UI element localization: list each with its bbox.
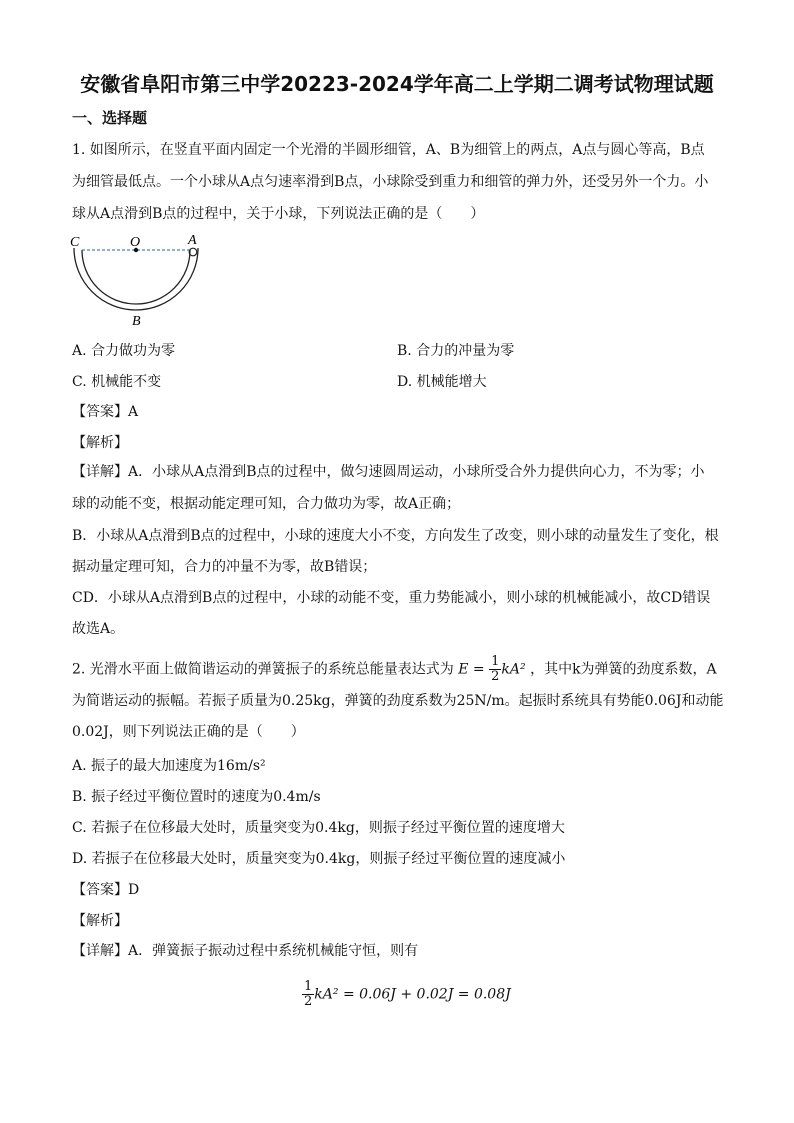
q1-answer: 【答案】A (72, 404, 139, 420)
energy-equation (302, 980, 511, 1009)
q2-option-a: A. 振子的最大加速度为16m/s² (72, 758, 266, 774)
equation-denominator: 2 (304, 994, 313, 1009)
q1-detail-2: 球的动能不变，根据动能定理可知，合力做功为零，故A正确； (72, 496, 461, 512)
equation-numerator: 1 (304, 979, 313, 994)
q1-line-1: 1. 如图所示，在竖直平面内固定一个光滑的半圆形细管，A、B为细管上的两点，A点与圆心等高，B点 (72, 142, 705, 158)
q1-line-3: 球从A点滑到B点的过程中，关于小球，下列说法正确的是（ ） (72, 206, 485, 222)
label-c: C (70, 235, 80, 250)
fraction-denominator: 2 (491, 669, 500, 684)
q2-option-c: C. 若振子在位移最大处时，质量突变为0.4kg，则振子经过平衡位置的速度增大 (72, 820, 565, 836)
q1-option-b: B. 合力的冲量为零 (397, 343, 515, 359)
semicircle-tube-figure (68, 232, 218, 336)
section-heading: 一、选择题 (72, 109, 148, 127)
q2-line-1 (72, 655, 717, 684)
q1-detail-4: 据动量定理可知，合力的冲量不为零，故B错误； (72, 559, 377, 575)
label-a: A (188, 233, 197, 248)
q2-detail-1: 【详解】A．弹簧振子振动过程中系统机械能守恒，则有 (72, 943, 419, 959)
document-title: 安徽省阜阳市第三中学20223-2024学年高二上学期二调考试物理试题 (80, 72, 714, 96)
q1-option-a: A. 合力做功为零 (72, 343, 176, 359)
formula-fraction (489, 655, 501, 684)
fraction-numerator: 1 (491, 654, 500, 669)
q2-option-d: D. 若振子在位移最大处时，质量突变为0.4kg，则振子经过平衡位置的速度减小 (72, 851, 566, 867)
q2-line-2: 为简谐运动的振幅。若振子质量为0.25kg，弹簧的劲度系数为25N/m。起振时系统具有势能0.06J和动能 (72, 693, 724, 709)
label-o: O (130, 235, 141, 250)
q1-analysis-label: 【解析】 (72, 435, 128, 451)
q1-detail-3: B．小球从A点滑到B点的过程中，小球的速度大小不变，方向发生了改变，则小球的动量发生了变化，根 (72, 528, 719, 544)
equation-rhs: kA² = 0.06J + 0.02J = 0.08J (314, 986, 511, 1003)
q2-option-b: B. 振子经过平衡位置时的速度为0.4m/s (72, 789, 321, 805)
formula-rhs: kA² (501, 661, 526, 678)
energy-formula (458, 655, 525, 684)
q2-answer: 【答案】D (72, 882, 140, 898)
q2-line-1-text: 2. 光滑水平面上做简谐运动的弹簧振子的系统总能量表达式为 (72, 661, 454, 678)
q1-detail-6: 故选A。 (72, 621, 125, 637)
q2-line-1-tail: ，其中k为弹簧的劲度系数，A (530, 661, 717, 678)
q1-detail-1: 【详解】A．小球从A点滑到B点的过程中，做匀速圆周运动，小球所受合外力提供向心力，不为零；小 (72, 464, 705, 480)
q1-option-c: C. 机械能不变 (72, 374, 162, 390)
equation-fraction (302, 980, 314, 1009)
q2-analysis-label: 【解析】 (72, 913, 128, 929)
q1-detail-5: CD．小球从A点滑到B点的过程中，小球的动能不变，重力势能减小，则小球的机械能减小，故CD错误 (72, 590, 711, 606)
formula-lhs: E = (458, 661, 485, 678)
q1-option-d: D. 机械能增大 (397, 374, 487, 390)
q1-line-2: 为细管最低点。一个小球从A点匀速率滑到B点，小球除受到重力和细管的弹力外，还受另外一个力。小 (72, 174, 709, 190)
label-b: B (132, 314, 141, 329)
q2-line-3: 0.02J，则下列说法正确的是（ ） (72, 724, 305, 740)
